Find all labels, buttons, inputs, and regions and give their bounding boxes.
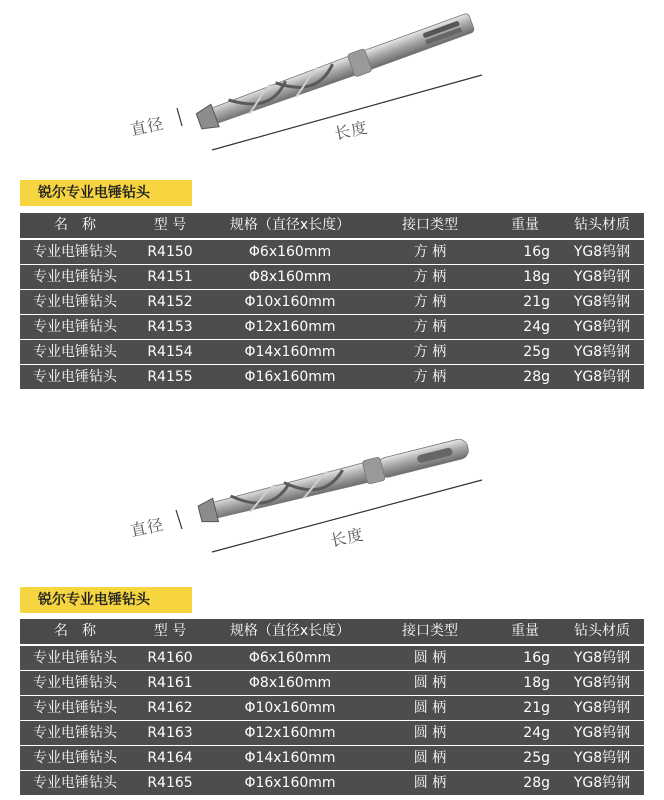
header-spec: 规格（直径x长度） bbox=[229, 217, 351, 233]
drill-figure-1 bbox=[0, 0, 664, 170]
cell-shank: 方 柄 bbox=[413, 269, 447, 285]
cell-weight: 16g bbox=[523, 244, 550, 260]
cell-material: YG8钨钢 bbox=[573, 344, 631, 360]
cell-weight: 25g bbox=[523, 750, 550, 766]
header-material: 钻头材质 bbox=[574, 217, 630, 233]
cell-weight: 18g bbox=[523, 675, 550, 691]
cell-name: 专业电锤钻头 bbox=[33, 725, 117, 741]
header-spec: 规格（直径x长度） bbox=[229, 623, 351, 639]
length-label: 长度 bbox=[328, 524, 366, 551]
cell-spec: Φ6x160mm bbox=[248, 244, 332, 260]
table-row bbox=[20, 290, 644, 314]
cell-name: 专业电锤钻头 bbox=[33, 750, 117, 766]
table-row bbox=[20, 365, 644, 389]
cell-model: R4161 bbox=[147, 675, 193, 691]
cell-material: YG8钨钢 bbox=[573, 725, 631, 741]
cell-material: YG8钨钢 bbox=[573, 244, 631, 260]
cell-spec: Φ14x160mm bbox=[244, 344, 336, 360]
table-row bbox=[20, 240, 644, 264]
cell-weight: 21g bbox=[523, 294, 550, 310]
section-title: 锐尔专业电锤钻头 bbox=[20, 180, 192, 206]
cell-material: YG8钨钢 bbox=[573, 750, 631, 766]
cell-spec: Φ16x160mm bbox=[244, 775, 336, 791]
cell-model: R4153 bbox=[147, 319, 193, 335]
cell-model: R4165 bbox=[147, 775, 193, 791]
cell-weight: 25g bbox=[523, 344, 550, 360]
cell-shank: 方 柄 bbox=[413, 294, 447, 310]
cell-model: R4155 bbox=[147, 369, 193, 385]
cell-shank: 圆 柄 bbox=[413, 700, 447, 716]
table-header bbox=[20, 213, 644, 238]
table-row bbox=[20, 721, 644, 745]
cell-spec: Φ14x160mm bbox=[244, 750, 336, 766]
cell-name: 专业电锤钻头 bbox=[33, 700, 117, 716]
cell-material: YG8钨钢 bbox=[573, 294, 631, 310]
cell-shank: 方 柄 bbox=[413, 344, 447, 360]
header-shank: 接口类型 bbox=[402, 623, 458, 639]
cell-model: R4150 bbox=[147, 244, 193, 260]
header-weight: 重量 bbox=[511, 623, 539, 639]
table-row bbox=[20, 671, 644, 695]
cell-name: 专业电锤钻头 bbox=[33, 775, 117, 791]
cell-shank: 方 柄 bbox=[413, 319, 447, 335]
cell-model: R4164 bbox=[147, 750, 193, 766]
cell-model: R4162 bbox=[147, 700, 193, 716]
cell-shank: 圆 柄 bbox=[413, 725, 447, 741]
cell-weight: 21g bbox=[523, 700, 550, 716]
cell-material: YG8钨钢 bbox=[573, 700, 631, 716]
cell-material: YG8钨钢 bbox=[573, 675, 631, 691]
cell-shank: 圆 柄 bbox=[413, 650, 447, 666]
spec-table-round-shank bbox=[20, 619, 644, 796]
header-model: 型 号 bbox=[153, 217, 187, 233]
cell-spec: Φ16x160mm bbox=[244, 369, 336, 385]
diameter-marker bbox=[177, 108, 182, 126]
section-title: 锐尔专业电锤钻头 bbox=[20, 587, 192, 613]
cell-material: YG8钨钢 bbox=[573, 650, 631, 666]
cell-name: 专业电锤钻头 bbox=[33, 294, 117, 310]
table-row bbox=[20, 771, 644, 795]
cell-model: R4151 bbox=[147, 269, 193, 285]
cell-shank: 方 柄 bbox=[413, 244, 447, 260]
diameter-marker bbox=[176, 510, 182, 529]
cell-shank: 方 柄 bbox=[413, 369, 447, 385]
length-label: 长度 bbox=[332, 117, 370, 144]
cell-shank: 圆 柄 bbox=[413, 675, 447, 691]
drill-bit-image bbox=[0, 0, 664, 170]
cell-material: YG8钨钢 bbox=[573, 319, 631, 335]
cell-spec: Φ12x160mm bbox=[244, 319, 336, 335]
cell-model: R4160 bbox=[147, 650, 193, 666]
cell-weight: 16g bbox=[523, 650, 550, 666]
cell-material: YG8钨钢 bbox=[573, 775, 631, 791]
cell-model: R4152 bbox=[147, 294, 193, 310]
header-name: 名 称 bbox=[54, 217, 96, 233]
table-row bbox=[20, 315, 644, 339]
diameter-label: 直径 bbox=[128, 113, 166, 140]
cell-spec: Φ12x160mm bbox=[244, 725, 336, 741]
spec-table-square-shank bbox=[20, 213, 644, 390]
table-row bbox=[20, 696, 644, 720]
cell-model: R4163 bbox=[147, 725, 193, 741]
table-row bbox=[20, 646, 644, 670]
cell-spec: Φ6x160mm bbox=[248, 650, 332, 666]
cell-shank: 圆 柄 bbox=[413, 750, 447, 766]
table-header bbox=[20, 619, 644, 644]
cell-weight: 24g bbox=[523, 319, 550, 335]
cell-spec: Φ8x160mm bbox=[248, 269, 332, 285]
cell-material: YG8钨钢 bbox=[573, 269, 631, 285]
table-row bbox=[20, 340, 644, 364]
cell-name: 专业电锤钻头 bbox=[33, 244, 117, 260]
cell-name: 专业电锤钻头 bbox=[33, 650, 117, 666]
cell-material: YG8钨钢 bbox=[573, 369, 631, 385]
cell-spec: Φ10x160mm bbox=[244, 294, 336, 310]
cell-name: 专业电锤钻头 bbox=[33, 269, 117, 285]
header-material: 钻头材质 bbox=[574, 623, 630, 639]
cell-weight: 24g bbox=[523, 725, 550, 741]
cell-spec: Φ8x160mm bbox=[248, 675, 332, 691]
cell-shank: 圆 柄 bbox=[413, 775, 447, 791]
cell-name: 专业电锤钻头 bbox=[33, 369, 117, 385]
table-row bbox=[20, 265, 644, 289]
header-name: 名 称 bbox=[54, 623, 96, 639]
cell-name: 专业电锤钻头 bbox=[33, 675, 117, 691]
table-row bbox=[20, 746, 644, 770]
header-model: 型 号 bbox=[153, 623, 187, 639]
cell-weight: 18g bbox=[523, 269, 550, 285]
header-shank: 接口类型 bbox=[402, 217, 458, 233]
header-weight: 重量 bbox=[511, 217, 539, 233]
cell-spec: Φ10x160mm bbox=[244, 700, 336, 716]
cell-weight: 28g bbox=[523, 775, 550, 791]
cell-weight: 28g bbox=[523, 369, 550, 385]
drill-figure-2 bbox=[0, 405, 664, 575]
cell-model: R4154 bbox=[147, 344, 193, 360]
cell-name: 专业电锤钻头 bbox=[33, 319, 117, 335]
diameter-label: 直径 bbox=[128, 514, 166, 541]
cell-name: 专业电锤钻头 bbox=[33, 344, 117, 360]
